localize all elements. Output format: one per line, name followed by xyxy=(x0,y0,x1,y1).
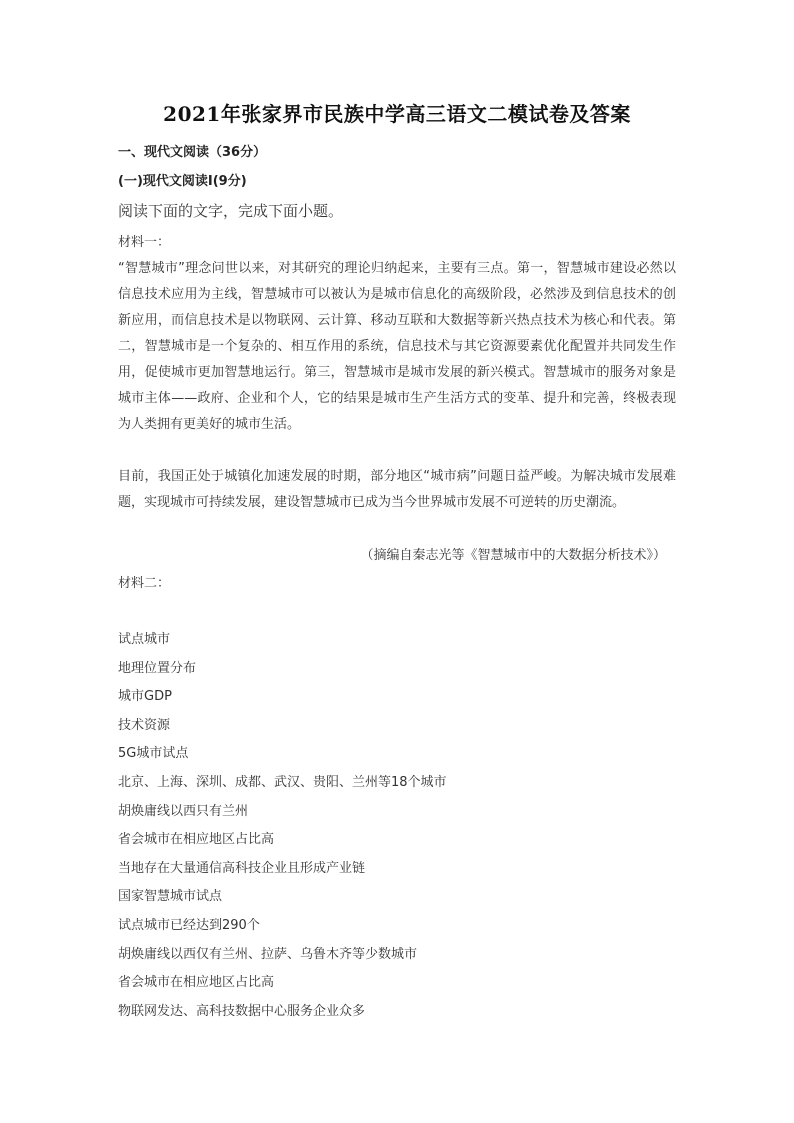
table-cell-text: 地理位置分布 xyxy=(118,660,197,676)
table-cell-text: 技术资源 xyxy=(118,717,171,733)
table-cell-text: 城市GDP xyxy=(118,689,172,705)
material2-table-list xyxy=(118,626,447,1026)
table-cell-text: 胡焕庸线以西只有兰州 xyxy=(118,803,249,819)
section-heading: 一、现代文阅读（36分） xyxy=(118,145,267,160)
document-title: 2021年张家界市民族中学高三语文二模试卷及答案 xyxy=(163,102,631,126)
table-cell-text: 5G城市试点 xyxy=(118,746,189,762)
material1-citation: （摘编自秦志光等《智慧城市中的大数据分析技术》） xyxy=(360,548,666,563)
subsection-heading: (一)现代文阅读I(9分) xyxy=(118,174,247,189)
material2-label: 材料二： xyxy=(118,576,171,591)
table-cell-text: 国家智慧城市试点 xyxy=(118,889,223,905)
table-cell-text: 省会城市在相应地区占比高 xyxy=(118,975,275,991)
table-cell-text: 北京、上海、深圳、成都、武汉、贵阳、兰州等18个城市 xyxy=(118,774,447,790)
material1-paragraph: “智慧城市”理念问世以来，对其研究的理论归纳起来，主要有三点。第一，智慧城市建设必然以信息技术应用为主线，智慧城市可以被认为是城市信息化的高级阶段，必然涉及到信息技术的创新应用，而信息技术是以物联网、云计算、移动互联和大数据等新兴热点技术为核心和代表。第二，智慧城市是一个复杂的、相互作用的系统，信息技术与其它资源要素优化配置并共同发生作用，促使城市更加智慧地运行。第三，智慧城市是城市发展的新兴模式。智慧城市的服务对象是城市主体——政府、企业和个人，它的结果是城市生产生活方式的变革、提升和完善，终极表现为人类拥有更美好的城市生活。 xyxy=(118,261,676,432)
material1-label: 材料一： xyxy=(118,235,171,250)
material1-paragraph: 目前，我国正处于城镇化加速发展的时期，部分地区“城市病”问题日益严峻。为解决城市发展难题，实现城市可持续发展，建设智慧城市已成为当今世界城市发展不可逆转的历史潮流。 xyxy=(118,469,676,510)
table-cell-text: 试点城市 xyxy=(118,632,171,647)
table-cell-text: 试点城市已经达到290个 xyxy=(118,917,260,933)
table-cell-text: 物联网发达、高科技数据中心服务企业众多 xyxy=(118,1003,366,1019)
table-cell-text: 当地存在大量通信高科技企业且形成产业链 xyxy=(118,860,366,876)
reading-instruction: 阅读下面的文字，完成下面小题。 xyxy=(118,202,344,220)
table-cell-text: 胡焕庸线以西仅有兰州、拉萨、乌鲁木齐等少数城市 xyxy=(118,946,418,962)
table-cell-text: 省会城市在相应地区占比高 xyxy=(118,832,275,848)
